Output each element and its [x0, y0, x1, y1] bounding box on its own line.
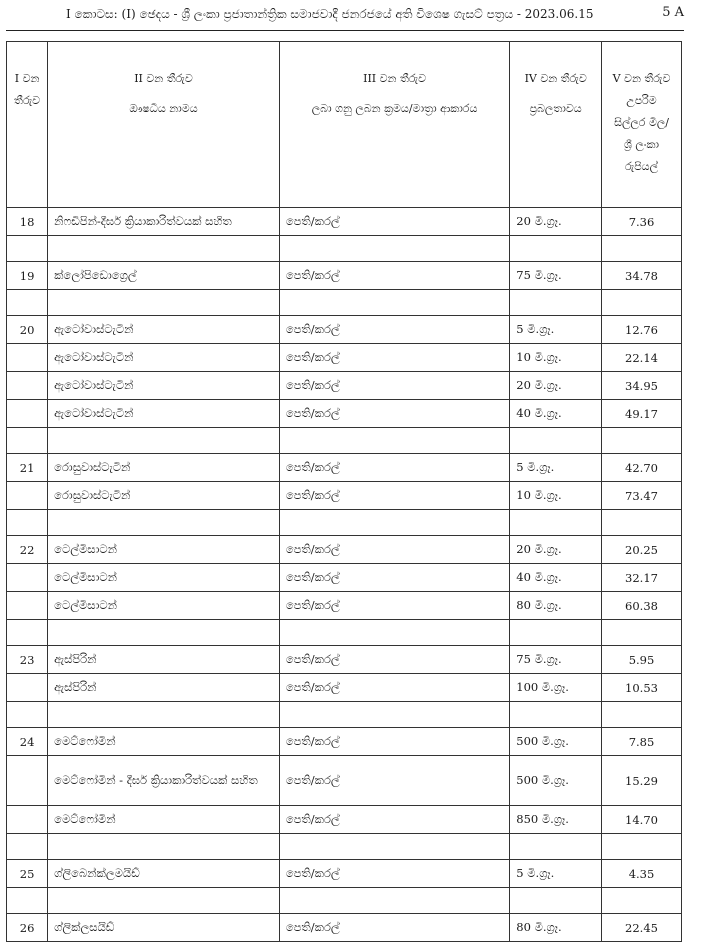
dosage-form: පෙති/කරල් [279, 756, 509, 806]
strength: 80 මි.ග්‍රෑ. [510, 592, 602, 620]
drug-name: ග්ලිබෙන්ක්ලමයිඩ් [48, 860, 280, 888]
item-number: 19 [7, 262, 48, 290]
drug-name: මෙට්ෆෝමින් - දීර්ඝ ක්‍රියාකාරිත්වයක් සහිත [48, 756, 280, 806]
drug-name: ටෙල්මිසාටන් [48, 564, 280, 592]
strength: 20 මි.ග්‍රෑ. [510, 536, 602, 564]
max-retail-price: 34.78 [602, 262, 682, 290]
item-number: 23 [7, 646, 48, 674]
empty-cell [7, 702, 48, 728]
drug-name: ඇටෝවාස්ටැටින් [48, 344, 280, 372]
table-row [7, 262, 682, 290]
max-retail-price: 42.70 [602, 454, 682, 482]
max-retail-price: 22.45 [602, 914, 682, 942]
column-header-3: III වන තීරුව ලබා ගනු ලබන ක්‍රමය/මාත්‍රා ආකාරය [279, 42, 509, 208]
table-row [7, 400, 682, 428]
item-number: 25 [7, 860, 48, 888]
empty-cell [279, 702, 509, 728]
strength: 75 මි.ග්‍රෑ. [510, 646, 602, 674]
strength: 20 මි.ග්‍රෑ. [510, 208, 602, 236]
strength: 5 මි.ග්‍රෑ. [510, 454, 602, 482]
dosage-form: පෙති/කරල් [279, 482, 509, 510]
table-row [7, 592, 682, 620]
spacer-row [7, 428, 682, 454]
empty-cell [7, 510, 48, 536]
dosage-form: පෙති/කරල් [279, 914, 509, 942]
item-number [7, 592, 48, 620]
dosage-form: පෙති/කරල් [279, 454, 509, 482]
table-row [7, 564, 682, 592]
max-retail-price: 5.95 [602, 646, 682, 674]
empty-cell [48, 510, 280, 536]
item-number [7, 344, 48, 372]
table-row [7, 728, 682, 756]
empty-cell [510, 510, 602, 536]
item-number [7, 756, 48, 806]
empty-cell [279, 428, 509, 454]
max-retail-price: 10.53 [602, 674, 682, 702]
dosage-form: පෙති/කරල් [279, 806, 509, 834]
empty-cell [602, 290, 682, 316]
max-retail-price: 20.25 [602, 536, 682, 564]
empty-cell [510, 702, 602, 728]
strength: 850 මි.ග්‍රෑ. [510, 806, 602, 834]
drug-name: ඇස්පිරින් [48, 674, 280, 702]
item-number: 24 [7, 728, 48, 756]
page-number: 5 A [662, 5, 684, 20]
max-retail-price: 22.14 [602, 344, 682, 372]
drug-name: මෙට්ෆෝමින් [48, 806, 280, 834]
empty-cell [7, 620, 48, 646]
dosage-form: පෙති/කරල් [279, 344, 509, 372]
drug-name: රොසුවාස්ටැටින් [48, 454, 280, 482]
drug-name: ඇස්පිරින් [48, 646, 280, 674]
strength: 40 මි.ග්‍රෑ. [510, 564, 602, 592]
empty-cell [510, 290, 602, 316]
empty-cell [279, 888, 509, 914]
item-number: 18 [7, 208, 48, 236]
dosage-form: පෙති/කරල් [279, 564, 509, 592]
table-row [7, 674, 682, 702]
drug-name: රොසුවාස්ටැටින් [48, 482, 280, 510]
item-number [7, 806, 48, 834]
strength: 100 මි.ග්‍රෑ. [510, 674, 602, 702]
empty-cell [7, 290, 48, 316]
dosage-form: පෙති/කරල් [279, 646, 509, 674]
column-header-1: I වන තීරුව [7, 42, 48, 208]
empty-cell [48, 888, 280, 914]
strength: 5 මි.ග්‍රෑ. [510, 316, 602, 344]
empty-cell [279, 620, 509, 646]
max-retail-price: 32.17 [602, 564, 682, 592]
dosage-form: පෙති/කරල් [279, 400, 509, 428]
empty-cell [510, 236, 602, 262]
strength: 75 මි.ග්‍රෑ. [510, 262, 602, 290]
table-header-row [7, 42, 682, 208]
item-number [7, 564, 48, 592]
dosage-form: පෙති/කරල් [279, 372, 509, 400]
strength: 10 මි.ග්‍රෑ. [510, 482, 602, 510]
max-retail-price: 4.35 [602, 860, 682, 888]
empty-cell [602, 236, 682, 262]
empty-cell [7, 428, 48, 454]
max-retail-price: 7.85 [602, 728, 682, 756]
dosage-form: පෙති/කරල් [279, 860, 509, 888]
empty-cell [510, 620, 602, 646]
table-row [7, 344, 682, 372]
item-number: 21 [7, 454, 48, 482]
dosage-form: පෙති/කරල් [279, 536, 509, 564]
empty-cell [48, 620, 280, 646]
drug-name: ටෙල්මිසාටන් [48, 536, 280, 564]
dosage-form: පෙති/කරල් [279, 262, 509, 290]
spacer-row [7, 702, 682, 728]
drug-name: ඇටෝවාස්ටැටින් [48, 400, 280, 428]
drug-name: ටෙල්මිසාටන් [48, 592, 280, 620]
price-table [6, 41, 682, 942]
drug-name: ඇටෝවාස්ටැටින් [48, 372, 280, 400]
empty-cell [602, 510, 682, 536]
empty-cell [48, 236, 280, 262]
drug-name: ඇටෝවාස්ටැටින් [48, 316, 280, 344]
item-number [7, 372, 48, 400]
column-header-4: IV වන තීරුව ප්‍රබලතාවය [510, 42, 602, 208]
dosage-form: පෙති/කරල් [279, 728, 509, 756]
strength: 80 මි.ග්‍රෑ. [510, 914, 602, 942]
drug-name: නිෆඩිපින්-දීර්ඝ ක්‍රියාකාරිත්වයක් සහිත [48, 208, 280, 236]
table-row [7, 372, 682, 400]
empty-cell [510, 428, 602, 454]
spacer-row [7, 620, 682, 646]
drug-name: ක්ලෝපිඩොග්‍රෙල් [48, 262, 280, 290]
table-body [7, 208, 682, 942]
dosage-form: පෙති/කරල් [279, 316, 509, 344]
empty-cell [279, 834, 509, 860]
empty-cell [510, 834, 602, 860]
empty-cell [7, 834, 48, 860]
strength: 500 මි.ග්‍රෑ. [510, 728, 602, 756]
item-number: 26 [7, 914, 48, 942]
strength: 500 මි.ග්‍රෑ. [510, 756, 602, 806]
page-header [6, 0, 684, 31]
strength: 40 මි.ග්‍රෑ. [510, 400, 602, 428]
table-row [7, 316, 682, 344]
empty-cell [602, 620, 682, 646]
table-row [7, 860, 682, 888]
max-retail-price: 60.38 [602, 592, 682, 620]
table-row [7, 806, 682, 834]
spacer-row [7, 290, 682, 316]
table-row [7, 756, 682, 806]
column-header-5: V වන තීරුව උපරිම සිල්ලර මිල/ ශ්‍රී ලංකා රුපියල් [602, 42, 682, 208]
dosage-form: පෙති/කරල් [279, 208, 509, 236]
empty-cell [279, 510, 509, 536]
empty-cell [48, 702, 280, 728]
empty-cell [602, 702, 682, 728]
empty-cell [602, 834, 682, 860]
item-number [7, 482, 48, 510]
column-header-2: II වන තීරුව ඖෂධීය නාමය [48, 42, 280, 208]
empty-cell [510, 888, 602, 914]
empty-cell [602, 428, 682, 454]
max-retail-price: 12.76 [602, 316, 682, 344]
max-retail-price: 73.47 [602, 482, 682, 510]
item-number [7, 674, 48, 702]
drug-name: ග්ලික්ලසයිඩ් [48, 914, 280, 942]
max-retail-price: 15.29 [602, 756, 682, 806]
strength: 10 මි.ග්‍රෑ. [510, 344, 602, 372]
table-row [7, 914, 682, 942]
spacer-row [7, 510, 682, 536]
strength: 20 මි.ග්‍රෑ. [510, 372, 602, 400]
strength: 5 මි.ග්‍රෑ. [510, 860, 602, 888]
max-retail-price: 49.17 [602, 400, 682, 428]
gazette-title: I කොටස: (I) ඡෙදය - ශ්‍රී ලංකා ප්‍රජාතාන්ත්‍රික සමාජවාදී ජනරජයේ අති විශෙෂ ගැසට් පත්‍රය - 2023.06.15 [66, 7, 594, 21]
empty-cell [279, 290, 509, 316]
table-row [7, 208, 682, 236]
table-row [7, 646, 682, 674]
item-number: 22 [7, 536, 48, 564]
max-retail-price: 34.95 [602, 372, 682, 400]
empty-cell [7, 888, 48, 914]
dosage-form: පෙති/කරල් [279, 592, 509, 620]
spacer-row [7, 834, 682, 860]
empty-cell [48, 290, 280, 316]
empty-cell [602, 888, 682, 914]
empty-cell [48, 428, 280, 454]
spacer-row [7, 236, 682, 262]
table-row [7, 482, 682, 510]
empty-cell [7, 236, 48, 262]
item-number: 20 [7, 316, 48, 344]
max-retail-price: 7.36 [602, 208, 682, 236]
empty-cell [48, 834, 280, 860]
table-row [7, 454, 682, 482]
table-row [7, 536, 682, 564]
item-number [7, 400, 48, 428]
spacer-row [7, 888, 682, 914]
drug-name: මෙට්ෆෝමින් [48, 728, 280, 756]
max-retail-price: 14.70 [602, 806, 682, 834]
dosage-form: පෙති/කරල් [279, 674, 509, 702]
empty-cell [279, 236, 509, 262]
